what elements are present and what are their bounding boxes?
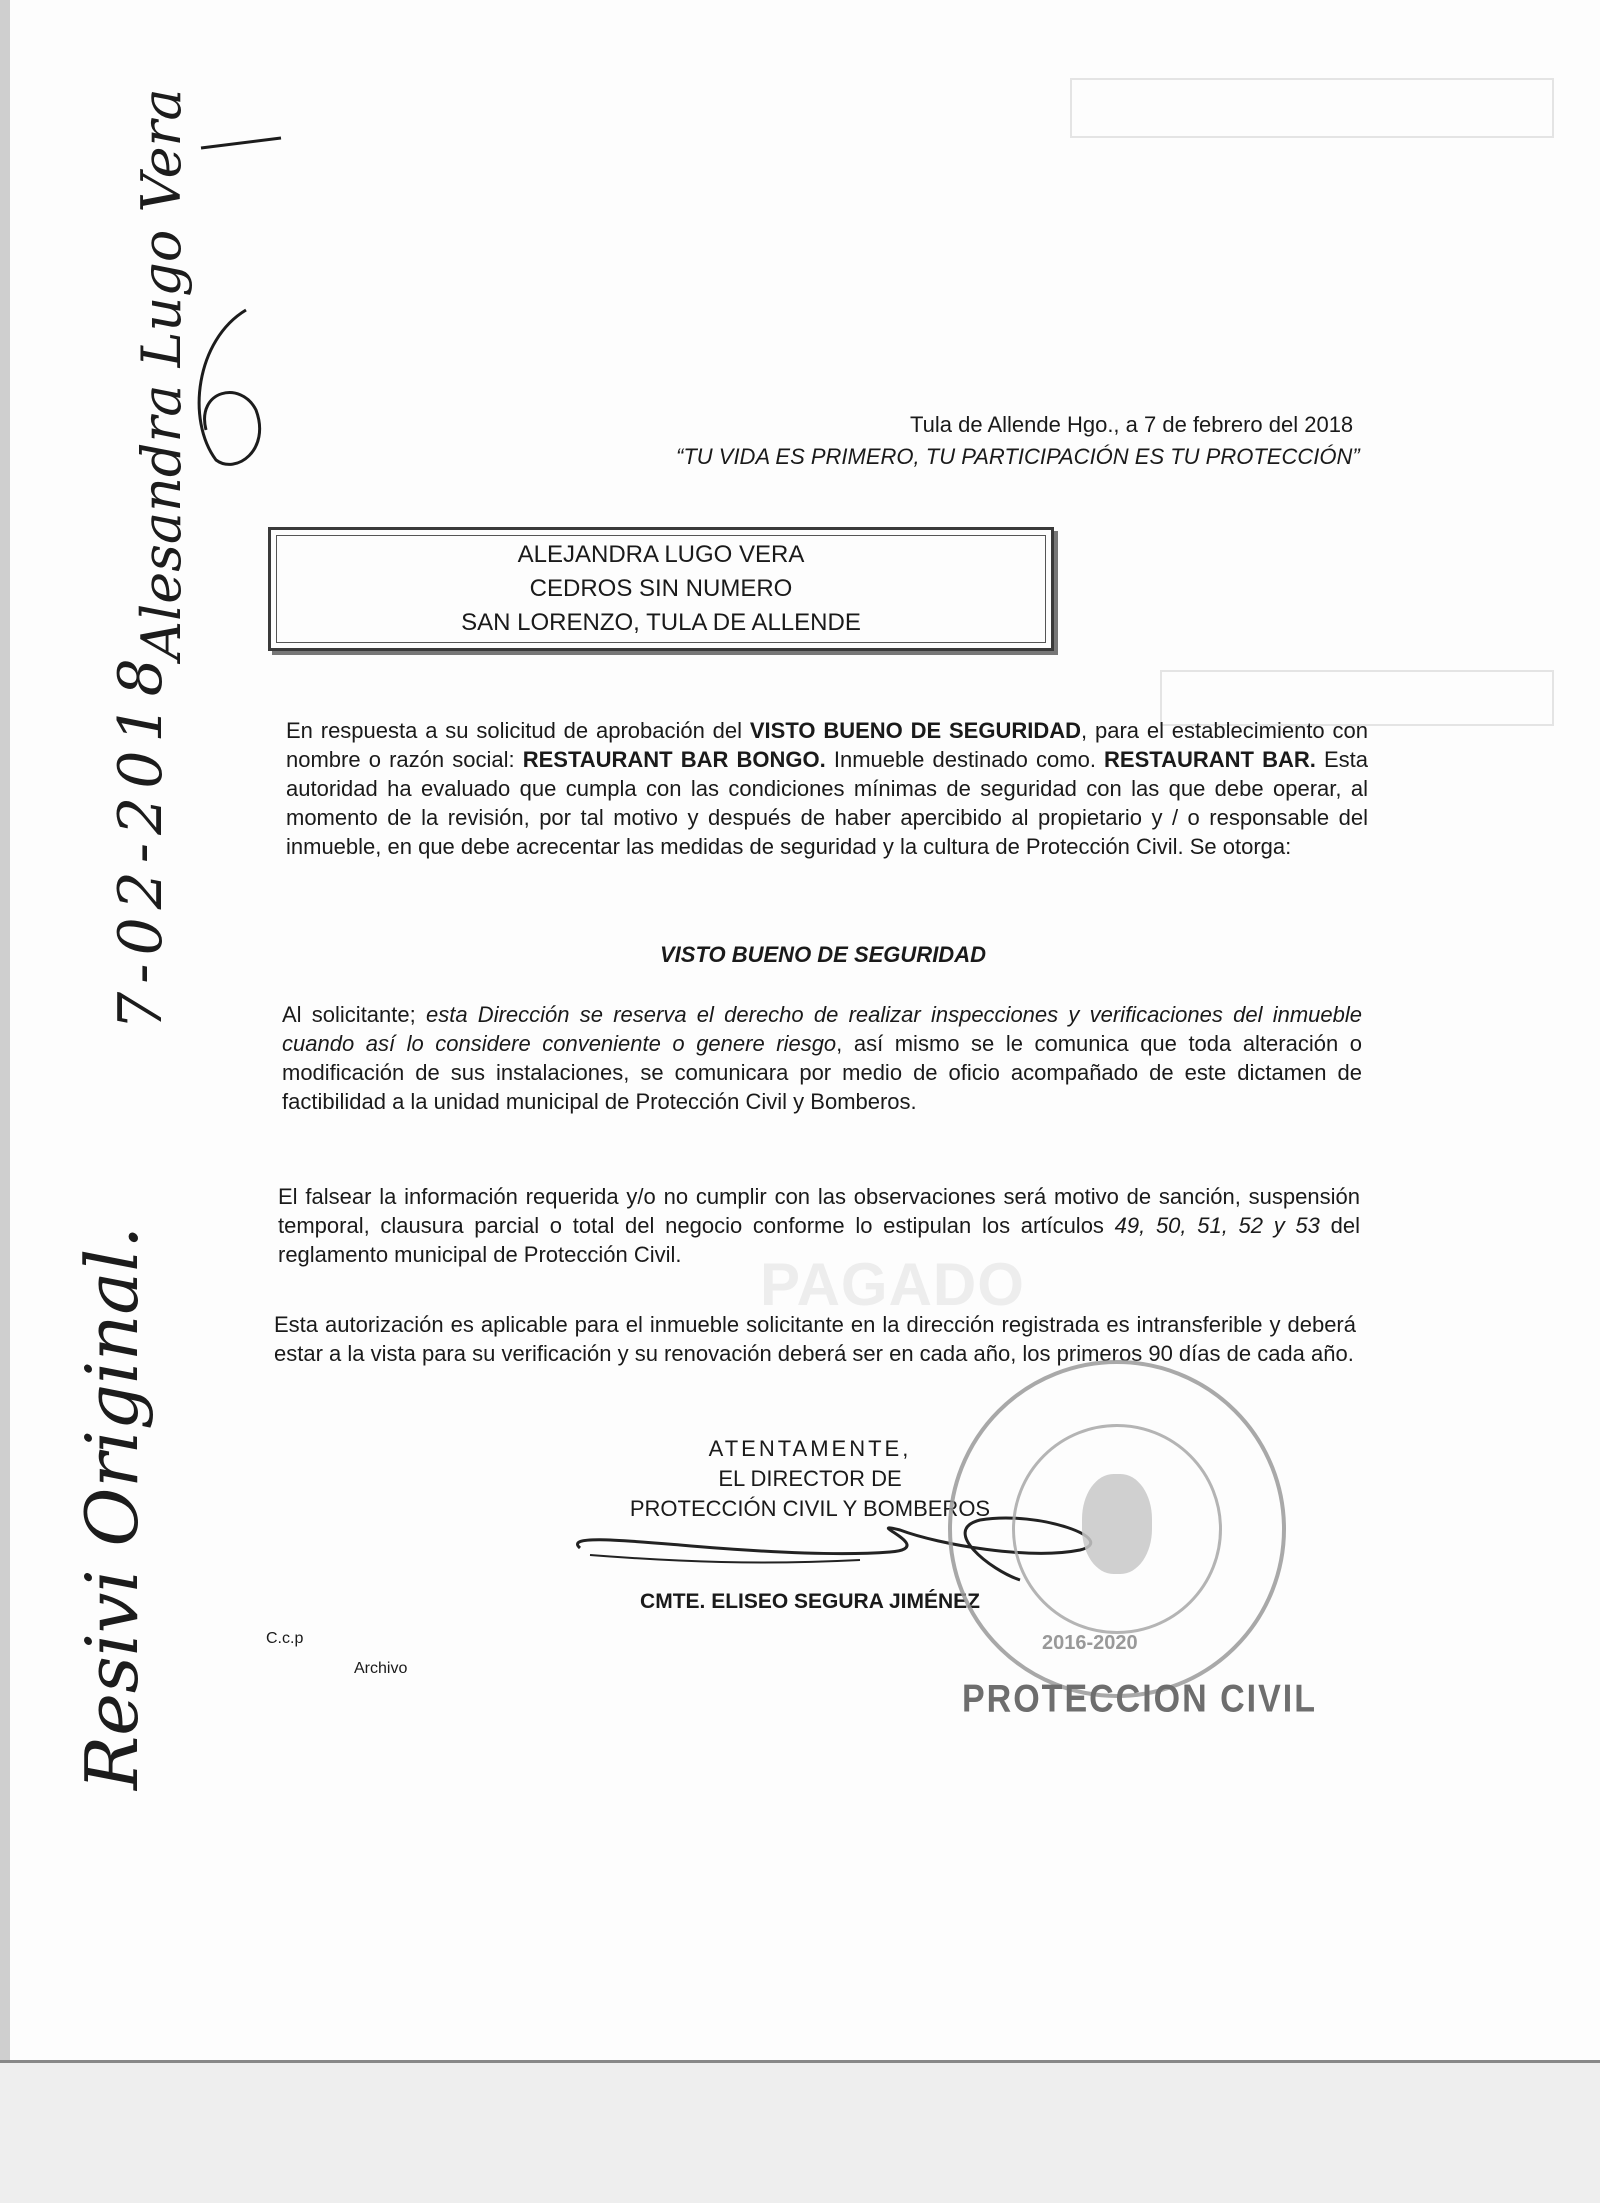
recipient-name: ALEJANDRA LUGO VERA: [517, 541, 805, 568]
recipient-box: [268, 527, 1054, 651]
handwritten-received: Resivi Original.: [70, 1225, 154, 1790]
p2-text-a: Al solicitante;: [282, 1002, 426, 1027]
place-date: Tula de Allende Hgo., a 7 de febrero del 2018: [910, 412, 1354, 437]
ccp-label: C.c.p: [266, 1630, 304, 1647]
p1-text-a: En respuesta a su solicitud de aprobación del: [286, 718, 750, 743]
paragraph-validity: [274, 1310, 1356, 1368]
ghost-receipt-box: [1070, 78, 1554, 138]
protection-civil-stamp: PROTECCION CIVIL: [962, 1677, 1318, 1721]
paragraph-request: [286, 716, 1368, 861]
director-name: CMTE. ELISEO SEGURA JIMÉNEZ: [640, 1590, 980, 1613]
p2-text-c: , así mismo se le comunica que toda alteración o modificación de sus instalaciones, se comunicara por medio de oficio acompañado de este dictamen de factibilidad a la unidad municipal de Protección Civil y Bomberos.: [282, 1031, 1362, 1114]
handwritten-initials-signature: [176, 300, 286, 480]
p1-bold-visto: VISTO BUENO DE SEGURIDAD: [749, 718, 1082, 743]
signature-title-2: PROTECCIÓN CIVIL Y BOMBEROS: [629, 1496, 991, 1521]
handwritten-dash-mark: [196, 128, 286, 158]
handwritten-date: 7-02-2018: [106, 650, 176, 1030]
signature-title-1: EL DIRECTOR DE: [718, 1466, 902, 1491]
p1-text-c: , para el establecimiento con nombre o razón social:: [286, 718, 1368, 772]
p1-bold-type: RESTAURANT BAR.: [1104, 747, 1316, 772]
p2-italic-reservation: esta Dirección se reserva el derecho de realizar inspecciones y verificaciones del inmueble cuando así lo considere conveniente o genere riesgo: [282, 1002, 1362, 1056]
slogan: “TU VIDA ES PRIMERO, TU PARTICIPACIÓN ES TU PROTECCIÓN”: [676, 444, 1360, 469]
scan-edge-left: [0, 0, 10, 2200]
signature-closing: ATENTAMENTE,: [708, 1436, 912, 1461]
recipient-locality: SAN LORENZO, TULA DE ALLENDE: [461, 609, 861, 636]
handwritten-name: Alesandra Lugo Vera: [130, 88, 193, 660]
seal-years: 2016-2020: [1042, 1632, 1138, 1654]
p3-text-c: del reglamento municipal de Protección Civil.: [278, 1213, 1360, 1267]
municipal-seal: [948, 1360, 1286, 1698]
paragraph-sanctions: [278, 1182, 1360, 1269]
seal-portrait-icon: [1082, 1474, 1152, 1574]
p1-text-e: Inmueble destinado como.: [825, 747, 1105, 772]
p1-bold-business: RESTAURANT BAR BONGO.: [522, 747, 826, 772]
p3-italic-articles: 49, 50, 51, 52 y 53: [1114, 1213, 1320, 1238]
p3-text-a: El falsear la información requerida y/o no cumplir con las observaciones será motivo de sanción, suspensión temporal, clausura parcial o total del negocio conforme lo estipulan los artículos: [278, 1184, 1360, 1238]
ccp-archive: Archivo: [354, 1660, 408, 1677]
ghost-paid-mark: PAGADO: [760, 1251, 1025, 1318]
recipient-street: CEDROS SIN NUMERO: [529, 575, 793, 602]
p4-text: Esta autorización es aplicable para el inmueble solicitante en la dirección registrada es intransferible y deberá estar a la vista para su verificación y su renovación deberá ser en cada año, los primeros 90 días de cada año.: [274, 1312, 1356, 1366]
p1-text-g: Esta autoridad ha evaluado que cumpla con las condiciones mínimas de seguridad con las que debe operar, al momento de la revisión, por tal motivo y después de haber apercibido al propietario y / o responsable del inmueble, en que debe acrecentar las medidas de seguridad y la cultura de Protección Civil. Se otorga:: [286, 747, 1368, 859]
scan-edge-bottom: [0, 2060, 1600, 2203]
paragraph-inspections: [282, 1000, 1362, 1116]
approval-title: VISTO BUENO DE SEGURIDAD: [660, 942, 986, 967]
